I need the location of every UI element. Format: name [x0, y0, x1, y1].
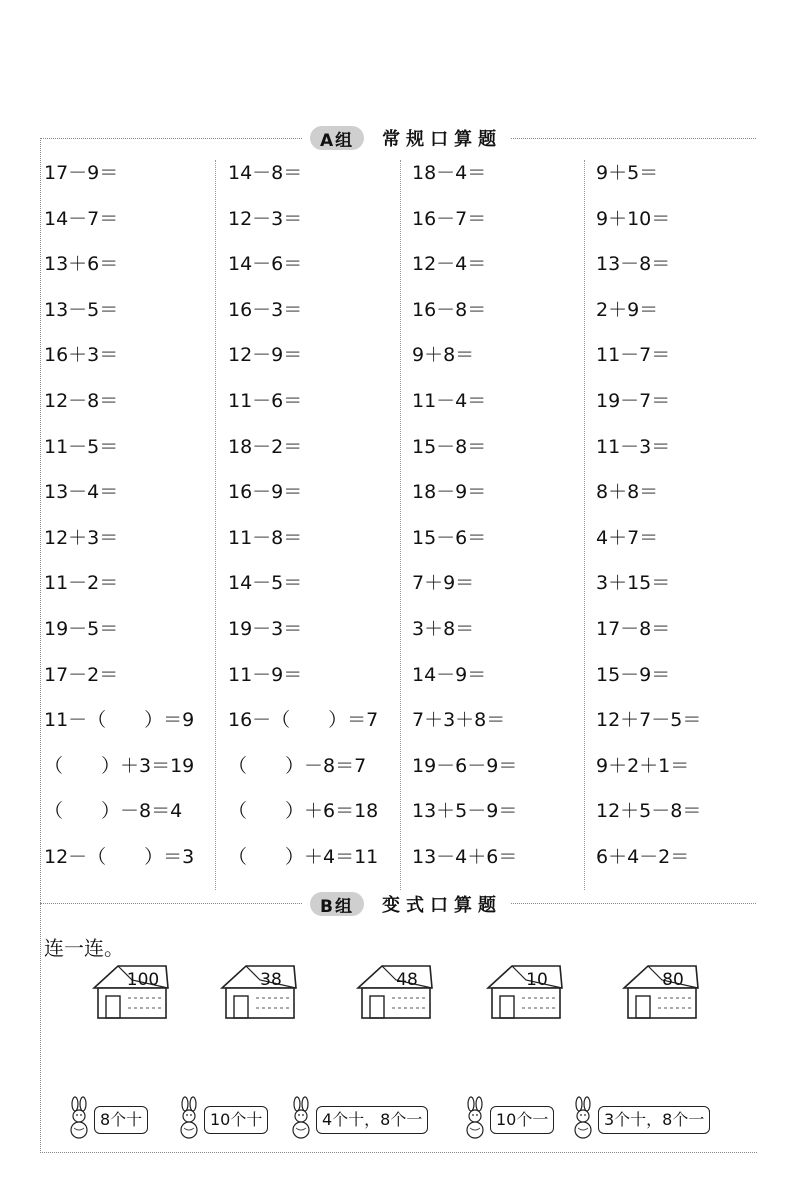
house-number: 100: [126, 970, 160, 990]
problem: （ ）－8＝4: [44, 800, 183, 823]
problem: 11－6＝: [228, 389, 303, 412]
problem: 17－2＝: [44, 663, 119, 686]
problem: 14－9＝: [412, 663, 487, 686]
section-a-badge: A组: [310, 126, 364, 150]
problem: 14－7＝: [44, 207, 119, 230]
problem: 11－2＝: [44, 572, 119, 595]
problem: 12＋5－8＝: [596, 800, 702, 823]
problem: 19－7＝: [596, 389, 671, 412]
rabbit-card[interactable]: [462, 1096, 554, 1140]
house[interactable]: [482, 962, 566, 1022]
problem: 9＋2＋1＝: [596, 754, 690, 777]
problem: 7＋9＝: [412, 572, 475, 595]
problem: 13－4＝: [44, 481, 119, 504]
problem: 12＋3＝: [44, 526, 119, 549]
problem-column-2: [228, 160, 408, 890]
problem: 12－9＝: [228, 344, 303, 367]
problem: 19－5＝: [44, 617, 119, 640]
rabbit-icon: [570, 1096, 596, 1140]
section-b-header: [302, 890, 510, 918]
rabbit-icon: [288, 1096, 314, 1140]
problem: （ ）＋6＝18: [228, 800, 379, 823]
problem: 13－8＝: [596, 253, 671, 276]
problem: 16－8＝: [412, 298, 487, 321]
problem: 11－7＝: [596, 344, 671, 367]
rabbit-card[interactable]: [570, 1096, 710, 1140]
problem: 9＋5＝: [596, 162, 659, 184]
problem: 9＋8＝: [412, 344, 475, 367]
problem: 18－4＝: [412, 162, 487, 184]
rabbit-icon: [462, 1096, 488, 1140]
rabbit-card[interactable]: [288, 1096, 428, 1140]
problem: 16－9＝: [228, 481, 303, 504]
card-label: 8个十: [94, 1106, 148, 1134]
house[interactable]: [88, 962, 172, 1022]
problem: 15－9＝: [596, 663, 671, 686]
problem: 14－5＝: [228, 572, 303, 595]
problem: 13－5＝: [44, 298, 119, 321]
house-number: 38: [260, 970, 282, 990]
problem: （ ）＋3＝19: [44, 754, 195, 777]
problem: 12－3＝: [228, 207, 303, 230]
card-label: 3个十，8个一: [598, 1106, 710, 1134]
problem: （ ）－8＝7: [228, 754, 367, 777]
problem: 12－4＝: [412, 253, 487, 276]
house-number: 48: [396, 970, 418, 990]
problem: 11－（ ）＝9: [44, 709, 195, 732]
problem: （ ）＋4＝11: [228, 845, 379, 868]
problem-column-4: [596, 160, 776, 890]
problem: 17－8＝: [596, 617, 671, 640]
problem: 11－3＝: [596, 435, 671, 458]
problem: 11－8＝: [228, 526, 303, 549]
problem: 13＋5－9＝: [412, 800, 518, 823]
problem: 13＋6＝: [44, 253, 119, 276]
problem: 15－6＝: [412, 526, 487, 549]
house[interactable]: [618, 962, 702, 1022]
problem: 13－4＋6＝: [412, 845, 518, 868]
section-a-header: [302, 124, 510, 152]
house[interactable]: [216, 962, 300, 1022]
problem: 11－5＝: [44, 435, 119, 458]
problem: 16－7＝: [412, 207, 487, 230]
problem: 2＋9＝: [596, 298, 659, 321]
card-label: 10个十: [204, 1106, 268, 1134]
card-label: 10个一: [490, 1106, 554, 1134]
section-b-title: 变式口算题: [381, 895, 502, 916]
problem: 19－3＝: [228, 617, 303, 640]
problem: 15－8＝: [412, 435, 487, 458]
house[interactable]: [352, 962, 436, 1022]
problem: 3＋8＝: [412, 617, 475, 640]
problem: 18－9＝: [412, 481, 487, 504]
problem: 11－4＝: [412, 389, 487, 412]
problem: 3＋15＝: [596, 572, 671, 595]
problem: 16－3＝: [228, 298, 303, 321]
rabbit-card[interactable]: [66, 1096, 148, 1140]
section-a-title: 常规口算题: [382, 129, 503, 150]
house-number: 10: [526, 970, 548, 990]
problem: 16－（ ）＝7: [228, 709, 379, 732]
problem: 9＋10＝: [596, 207, 671, 230]
rabbit-icon: [176, 1096, 202, 1140]
problem: 14－8＝: [228, 162, 303, 184]
problem: 8＋8＝: [596, 481, 659, 504]
problem: 12－（ ）＝3: [44, 845, 195, 868]
rabbit-card[interactable]: [176, 1096, 268, 1140]
problem: 12－8＝: [44, 389, 119, 412]
house-number: 80: [662, 970, 684, 990]
rabbit-icon: [66, 1096, 92, 1140]
problem: 19－6－9＝: [412, 754, 518, 777]
problem: 6＋4－2＝: [596, 845, 690, 868]
problem: 7＋3＋8＝: [412, 709, 506, 732]
problem-column-1: [44, 160, 224, 890]
problem: 12＋7－5＝: [596, 709, 702, 732]
card-label: 4个十，8个一: [316, 1106, 428, 1134]
problem: 18－2＝: [228, 435, 303, 458]
section-b-badge: B组: [310, 892, 364, 916]
problem-column-3: [412, 160, 592, 890]
problem: 11－9＝: [228, 663, 303, 686]
problem: 17－9＝: [44, 162, 119, 184]
problem: 16＋3＝: [44, 344, 119, 367]
instruction-text: 连一连。: [44, 936, 124, 960]
problem: 4＋7＝: [596, 526, 659, 549]
problem: 14－6＝: [228, 253, 303, 276]
